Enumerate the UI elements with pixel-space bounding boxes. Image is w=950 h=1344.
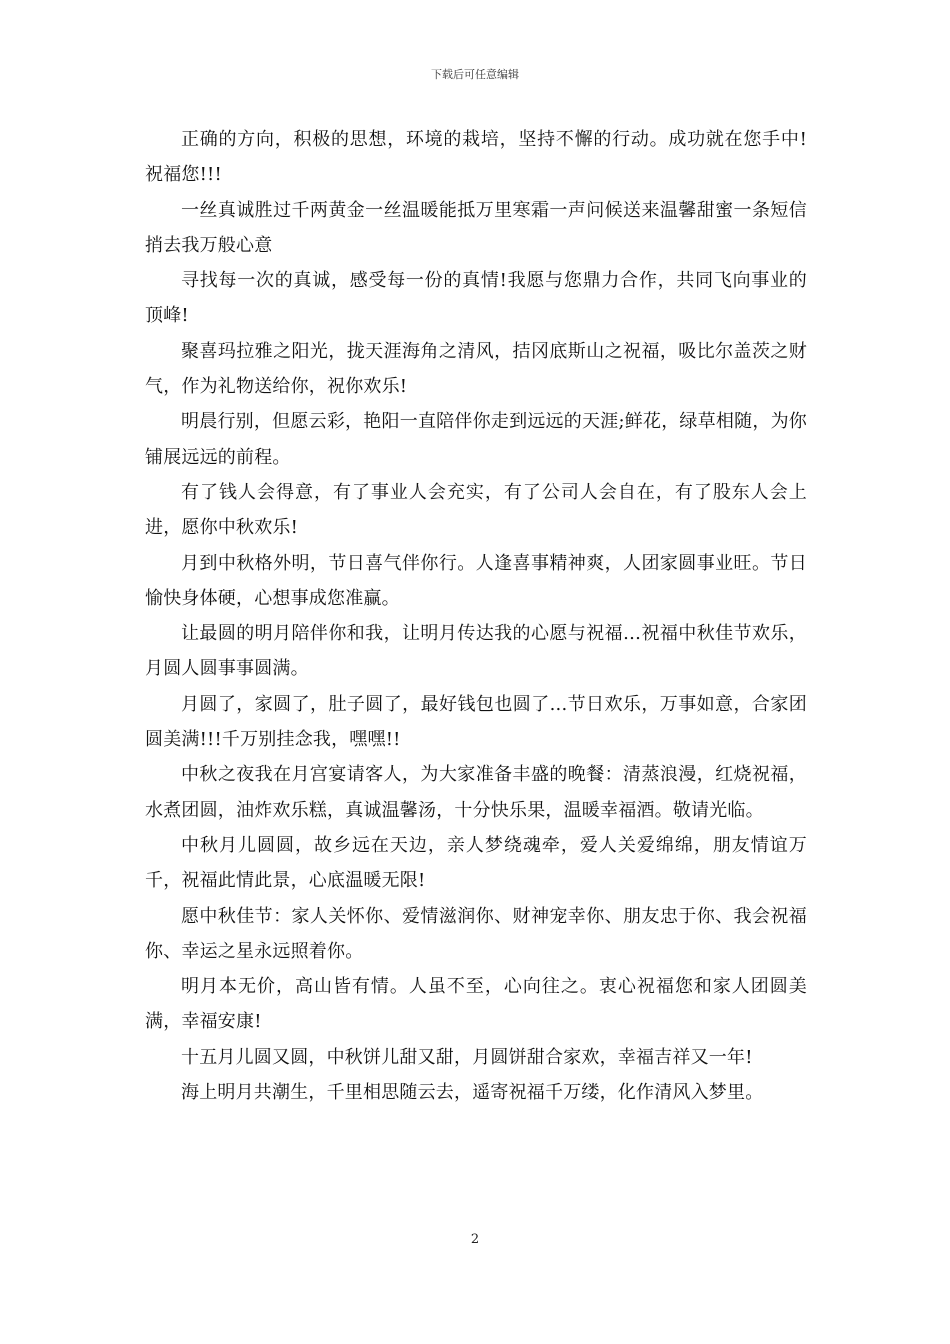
paragraph: 正确的方向，积极的思想，环境的栽培，坚持不懈的行动。成功就在您手中!祝福您!!! xyxy=(145,129,807,186)
paragraph: 海上明月共潮生，千里相思随云去，遥寄祝福千万缕，化作清风入梦里。 xyxy=(181,1082,764,1104)
paragraph: 月圆了，家圆了，肚子圆了，最好钱包也圆了...节日欢乐，万事如意，合家团圆美满!!!千万别挂念我，嘿嘿!! xyxy=(145,693,807,751)
paragraph: 中秋月儿圆圆，故乡远在天边，亲人梦绕魂牵，爱人关爱绵绵，朋友情谊万千，祝福此情此景，心底温暖无限! xyxy=(145,834,807,892)
paragraph: 十五月儿圆又圆，中秋饼儿甜又甜，月圆饼甜合家欢，幸福吉祥又一年! xyxy=(181,1046,753,1068)
page-header: 下载后可任意编辑 xyxy=(431,68,519,81)
paragraph: 聚喜玛拉雅之阳光，拢天涯海角之清风，拮冈底斯山之祝福，吸比尔盖茨之财气，作为礼物送给你，祝你欢乐! xyxy=(145,340,807,398)
paragraph: 让最圆的明月陪伴你和我，让明月传达我的心愿与祝福…祝福中秋佳节欢乐，月圆人圆事事圆满。 xyxy=(145,623,807,680)
document-body xyxy=(145,122,807,1110)
paragraph: 明晨行别，但愿云彩，艳阳一直陪伴你走到远远的天涯;鲜花，绿草相随，为你铺展远远的前程。 xyxy=(145,411,807,468)
paragraph: 中秋之夜我在月宫宴请客人，为大家准备丰盛的晚餐：清蒸浪漫，红烧祝福，水煮团圆，油炸欢乐糕，真诚温馨汤，十分快乐果，温暖幸福酒。敬请光临。 xyxy=(145,764,807,821)
paragraph: 月到中秋格外明，节日喜气伴你行。人逢喜事精神爽，人团家圆事业旺。节日愉快身体硬，心想事成您准赢。 xyxy=(145,552,807,609)
paragraph: 一丝真诚胜过千两黄金一丝温暖能抵万里寒霜一声问候送来温馨甜蜜一条短信捎去我万般心意 xyxy=(145,199,807,256)
paragraph: 有了钱人会得意，有了事业人会充实，有了公司人会自在，有了股东人会上进，愿你中秋欢乐! xyxy=(145,481,807,539)
paragraph: 明月本无价，高山皆有情。人虽不至，心向往之。衷心祝福您和家人团圆美满，幸福安康! xyxy=(145,976,807,1033)
page-number: 2 xyxy=(470,1232,480,1247)
paragraph: 愿中秋佳节：家人关怀你、爱情滋润你、财神宠幸你、朋友忠于你、我会祝福你、幸运之星永远照着你。 xyxy=(145,905,807,962)
paragraph: 寻找每一次的真诚，感受每一份的真情!我愿与您鼎力合作，共同飞向事业的顶峰! xyxy=(145,270,807,327)
